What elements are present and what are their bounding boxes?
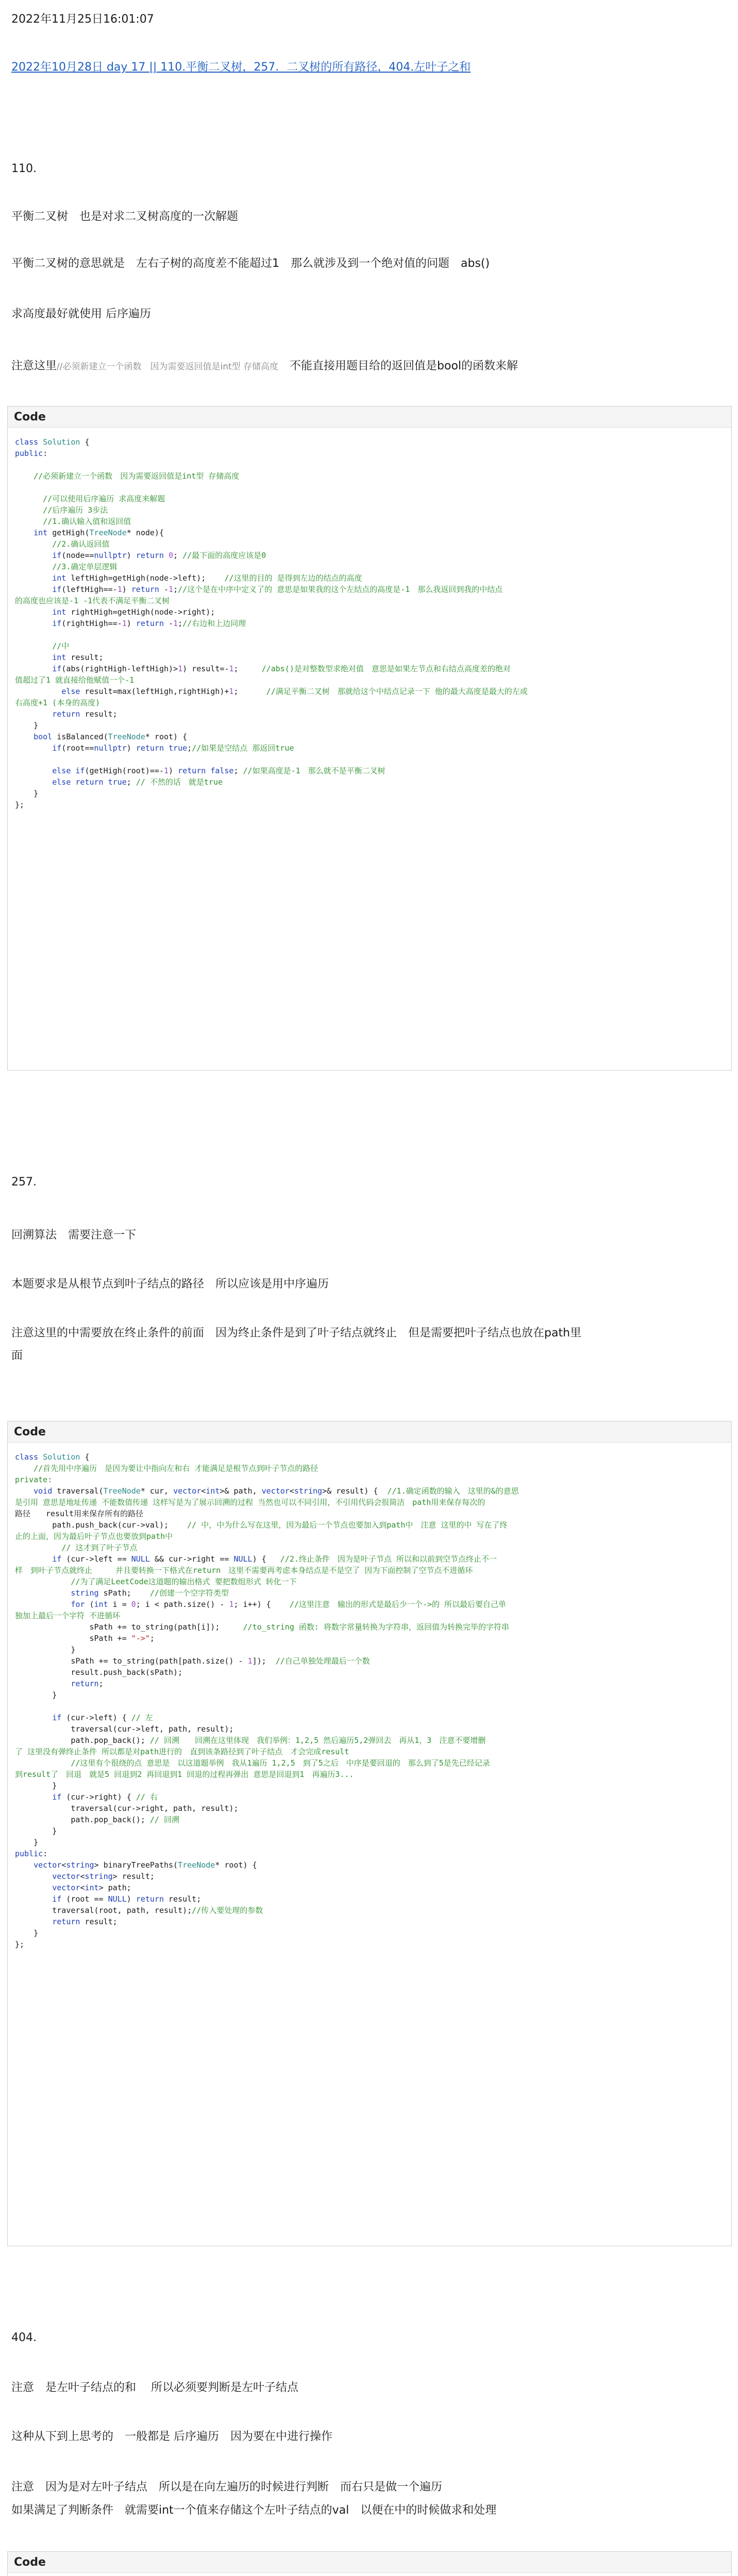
code-box-110 [7, 406, 732, 1071]
code-s257-line: } [15, 1645, 76, 1654]
code-s257-line: return; [71, 1679, 104, 1688]
code-s110-line: if(node==nullptr) return 0; //最下面的高度应该是0 [52, 551, 266, 560]
section-404-p1: 注意 是左叶子结点的和 所以必须要判断是左叶子结点 [11, 2381, 298, 2394]
code-s257-line: } [15, 1826, 57, 1836]
code-s110-line: 的高度也应该是-1 -1代表不满足平衡二叉树 [15, 596, 170, 605]
code-s110-line: int getHigh(TreeNode* node){ [33, 528, 164, 537]
code-s257-line: return result; [52, 1917, 118, 1926]
code-s257-line: void traversal(TreeNode* cur, vector<int>& path, vector<string>& result) { //1.确定函数的输入 这里的&的意思 [33, 1486, 519, 1496]
code-s257-line: if (root == NULL) return result; [52, 1894, 202, 1904]
code-s110-line: else result=max(leftHigh,rightHigh)+1; //满足平衡二叉树 那就给这个中结点记录一下 他的最大高度是最大的左或 [61, 687, 528, 696]
code-s257-line: path.pop_back(); // 回溯 [15, 1815, 179, 1824]
code-s257-line: path.pop_back(); // 回溯 回溯在这里体现 我们举例：1,2,5 然后遍历5,2弹回去 再从1，3 注意不要增删 [15, 1736, 486, 1745]
code-s110-line: int leftHigh=getHigh(node->left); //这里的目的 是得到左边的结点的高度 [52, 573, 362, 583]
code-s110-line: //3.确定单层逻辑 [52, 562, 118, 571]
code-s110-line: } [15, 789, 39, 798]
code-s257-line: sPath += to_string(path[path.size() - 1]); //自己单独处理最后一个数 [15, 1656, 370, 1666]
code-s110-line: //必须新建立一个函数 因为需要返回值是int型 存储高度 [33, 471, 240, 481]
code-s257-line: 样 到叶子节点就终止 并且要转换一下格式在return 这里不需要再考虑本身结点是不是空了 因为下面控制了空节点不进循环 [15, 1566, 473, 1575]
code-s110-line [15, 459, 724, 470]
code-s110-line: 值超过了1 就直接给他赋值一个-1 [15, 675, 135, 685]
code-box-404 [7, 2551, 732, 2576]
section-110-p4 [11, 357, 518, 373]
code-s110-line: //中 [52, 641, 70, 651]
code-s110-line: class Solution { [15, 437, 90, 447]
code-box-404-header [8, 2552, 731, 2573]
code-s257-line: 独加上最后一个字符 不进循环 [15, 1611, 121, 1620]
code-s257-line: } [15, 1928, 39, 1938]
code-s110-line: int result; [52, 653, 104, 662]
code-box-257-header [8, 1421, 731, 1443]
code-s257-line: if (cur->right) { // 右 [52, 1792, 158, 1802]
section-404-number: 404. [11, 2331, 37, 2344]
code-s257-line: sPath += to_string(path[i]); //to_string 函数: 将数字常量转换为字符串，返回值为转换完毕的字符串 [15, 1622, 509, 1632]
code-s110-line: }; [15, 800, 25, 809]
code-s110-line: return result; [52, 709, 118, 719]
section-404-p2: 这种从下到上思考的 一般都是 后序遍历 因为要在中进行操作 [11, 2430, 332, 2443]
code-box-110-title: Code [14, 411, 46, 423]
code-s257-line: //为了满足LeetCode这道题的输出格式 要把数组形式 转化一下 [71, 1577, 297, 1586]
code-s257-line: for (int i = 0; i < path.size() - 1; i++) { //这里注意 输出的形式是最后少一个->的 所以最后要自己单 [71, 1600, 507, 1609]
section-257-p2: 本题要求是从根节点到叶子结点的路径 所以应该是用中序遍历 [11, 1278, 329, 1291]
section-110-p1: 平衡二叉树 也是对求二叉树高度的一次解题 [11, 210, 239, 223]
code-s257-line: class Solution { [15, 1452, 90, 1462]
code-s110-line: if(root==nullptr) return true;//如果是空结点 那返回true [52, 743, 294, 753]
code-s110-line [15, 754, 724, 765]
code-s257-line: 路径 result用来保存所有的路径 [15, 1509, 144, 1518]
day-17-link[interactable]: 2022年10月28日 day 17 || 110.平衡二叉树，257．二叉树的所有路径，404.左叶子之和 [11, 61, 471, 74]
code-s257-line: // 这才到了叶子节点 [61, 1543, 138, 1552]
section-404-p3b: 如果满足了判断条件 就需要int一个值来存储这个左叶子结点的val 以便在中的时候做求和处理 [11, 2504, 497, 2517]
code-block-257 [15, 1451, 724, 1950]
code-s257-line: if (cur->left) { // 左 [52, 1713, 153, 1722]
code-box-257 [7, 1421, 732, 2246]
code-s257-line: } [15, 1690, 57, 1700]
code-box-110-header [8, 406, 731, 428]
code-s110-line: bool isBalanced(TreeNode* root) { [33, 732, 188, 741]
code-s257-line: vector<int> path; [52, 1883, 131, 1892]
code-s257-line: private: [15, 1475, 53, 1484]
code-s110-line: //2.确认返回值 [52, 539, 110, 549]
section-110-p2: 平衡二叉树的意思就是 左右子树的高度差不能超过1 那么就涉及到一个绝对值的问题 abs() [11, 257, 490, 270]
code-s110-line: if(rightHigh==-1) return -1;//右边和上边同理 [52, 619, 246, 628]
code-s257-line: public: [15, 1849, 48, 1858]
timestamp: 2022年11月25日16:01:07 [11, 13, 154, 26]
code-s257-line: vector<string> binaryTreePaths(TreeNode* root) { [33, 1860, 257, 1870]
code-s257-line: traversal(cur->left, path, result); [15, 1724, 234, 1734]
code-s257-line: 是引用 意思是地址传递 不能数值传递 这样写是为了展示回溯的过程 当然也可以不同引用，不引用代码会很简洁 path用来保存每次的 [15, 1498, 485, 1507]
section-110-p4-tail: 不能直接用题目给的返回值是bool的函数来解 [278, 360, 518, 372]
section-110-p4-lead: 注意这里 [11, 360, 57, 372]
code-s257-line: } [15, 1781, 57, 1790]
code-s257-line: path.push_back(cur->val); // 中，中为什么写在这里，因为最后一个节点也要加入到path中 注意 这里的中 写在了终 [15, 1520, 508, 1530]
code-s257-line: sPath += "->"; [15, 1634, 155, 1643]
code-s110-line: } [15, 721, 39, 730]
section-257-p1: 回溯算法 需要注意一下 [11, 1229, 137, 1242]
code-s110-line: if(abs(rightHigh-leftHigh)>1) result=-1; //abs()是对整数型求绝对值 意思是如果左节点和右结点高度差的绝对 [52, 664, 511, 673]
code-s257-line: traversal(cur->right, path, result); [15, 1804, 239, 1813]
section-404-p3a: 注意 因为是对左叶子结点 所以是在向左遍历的时候进行判断 而右只是做一个遍历 [11, 2481, 443, 2494]
code-s257-line: }; [15, 1940, 25, 1949]
code-s257-line: //这里有个很绕的点 意思是 以这道题举例 我从1遍历 1,2,5 到了5之后 中序是要回退的 那么到了5是先已经记录 [71, 1758, 490, 1768]
code-s257-line: //首先用中序遍历 是因为要让中指向左和右 才能满足是根节点到叶子节点的路径 [33, 1464, 318, 1473]
code-block-110 [15, 436, 724, 810]
code-s110-line [15, 629, 724, 640]
code-s257-line: vector<string> result; [52, 1872, 155, 1881]
code-s110-line: else return true; // 不然的话 就是true [52, 777, 223, 787]
code-s110-line: //后序遍历 3步法 [43, 505, 108, 515]
code-s257-line: result.push_back(sPath); [15, 1668, 183, 1677]
code-s110-line: //1.确认输入值和返回值 [43, 517, 131, 526]
code-s257-line [15, 1701, 724, 1712]
code-s110-line: else if(getHigh(root)==-1) return false; //如果高度是-1 那么就不是平衡二叉树 [52, 766, 385, 775]
code-s257-line: 了 这里没有弹终止条件 所以都是对path进行的 直到该条路径到了叶子结点 才会完成result [15, 1747, 349, 1756]
code-s110-line: int rightHigh=getHigh(node->right); [52, 607, 215, 617]
section-257-p3a: 注意这里的中需要放在终止条件的前面 因为终止条件是到了叶子结点就终止 但是需要把叶子结点也放在path里 [11, 1327, 582, 1340]
code-s110-line [15, 482, 724, 493]
section-110-p4-comment: //必须新建立一个函数 因为需要返回值是int型 存储高度 [57, 362, 279, 372]
code-s257-line: 止的上面，因为最后叶子节点也要放到path中 [15, 1532, 173, 1541]
section-110-number: 110. [11, 162, 37, 175]
code-box-257-title: Code [14, 1426, 46, 1438]
code-s257-line: } [15, 1838, 39, 1847]
code-s110-line: if(leftHigh==-1) return -1;//这个是在中序中定义了的 意思是如果我的这个左结点的高度是-1 那么我返回到我的中结点 [52, 585, 503, 594]
code-s110-line: //可以使用后序遍历 求高度来解题 [43, 494, 165, 503]
code-s257-line: 到result了 回退 就是5 回退到2 再回退到1 回退的过程再弹出 意思是回退到1 再遍历3... [15, 1770, 354, 1779]
section-110-p3: 求高度最好就使用 后序遍历 [11, 308, 151, 320]
code-s110-line: public: [15, 449, 48, 458]
section-257-p3b: 面 [11, 1349, 23, 1362]
section-257-number: 257. [11, 1176, 37, 1189]
code-box-404-title: Code [14, 2556, 46, 2569]
code-s257-line: traversal(root, path, result);//传入要处理的参数 [15, 1906, 263, 1915]
code-s110-line: 右高度+1 (本身的高度) [15, 698, 100, 707]
code-s257-line: string sPath; //创建一个空字符类型 [71, 1588, 229, 1598]
code-s257-line: if (cur->left == NULL && cur->right == NULL) { //2.终止条件 因为是叶子节点 所以和以前到空节点终止不一 [52, 1554, 497, 1564]
